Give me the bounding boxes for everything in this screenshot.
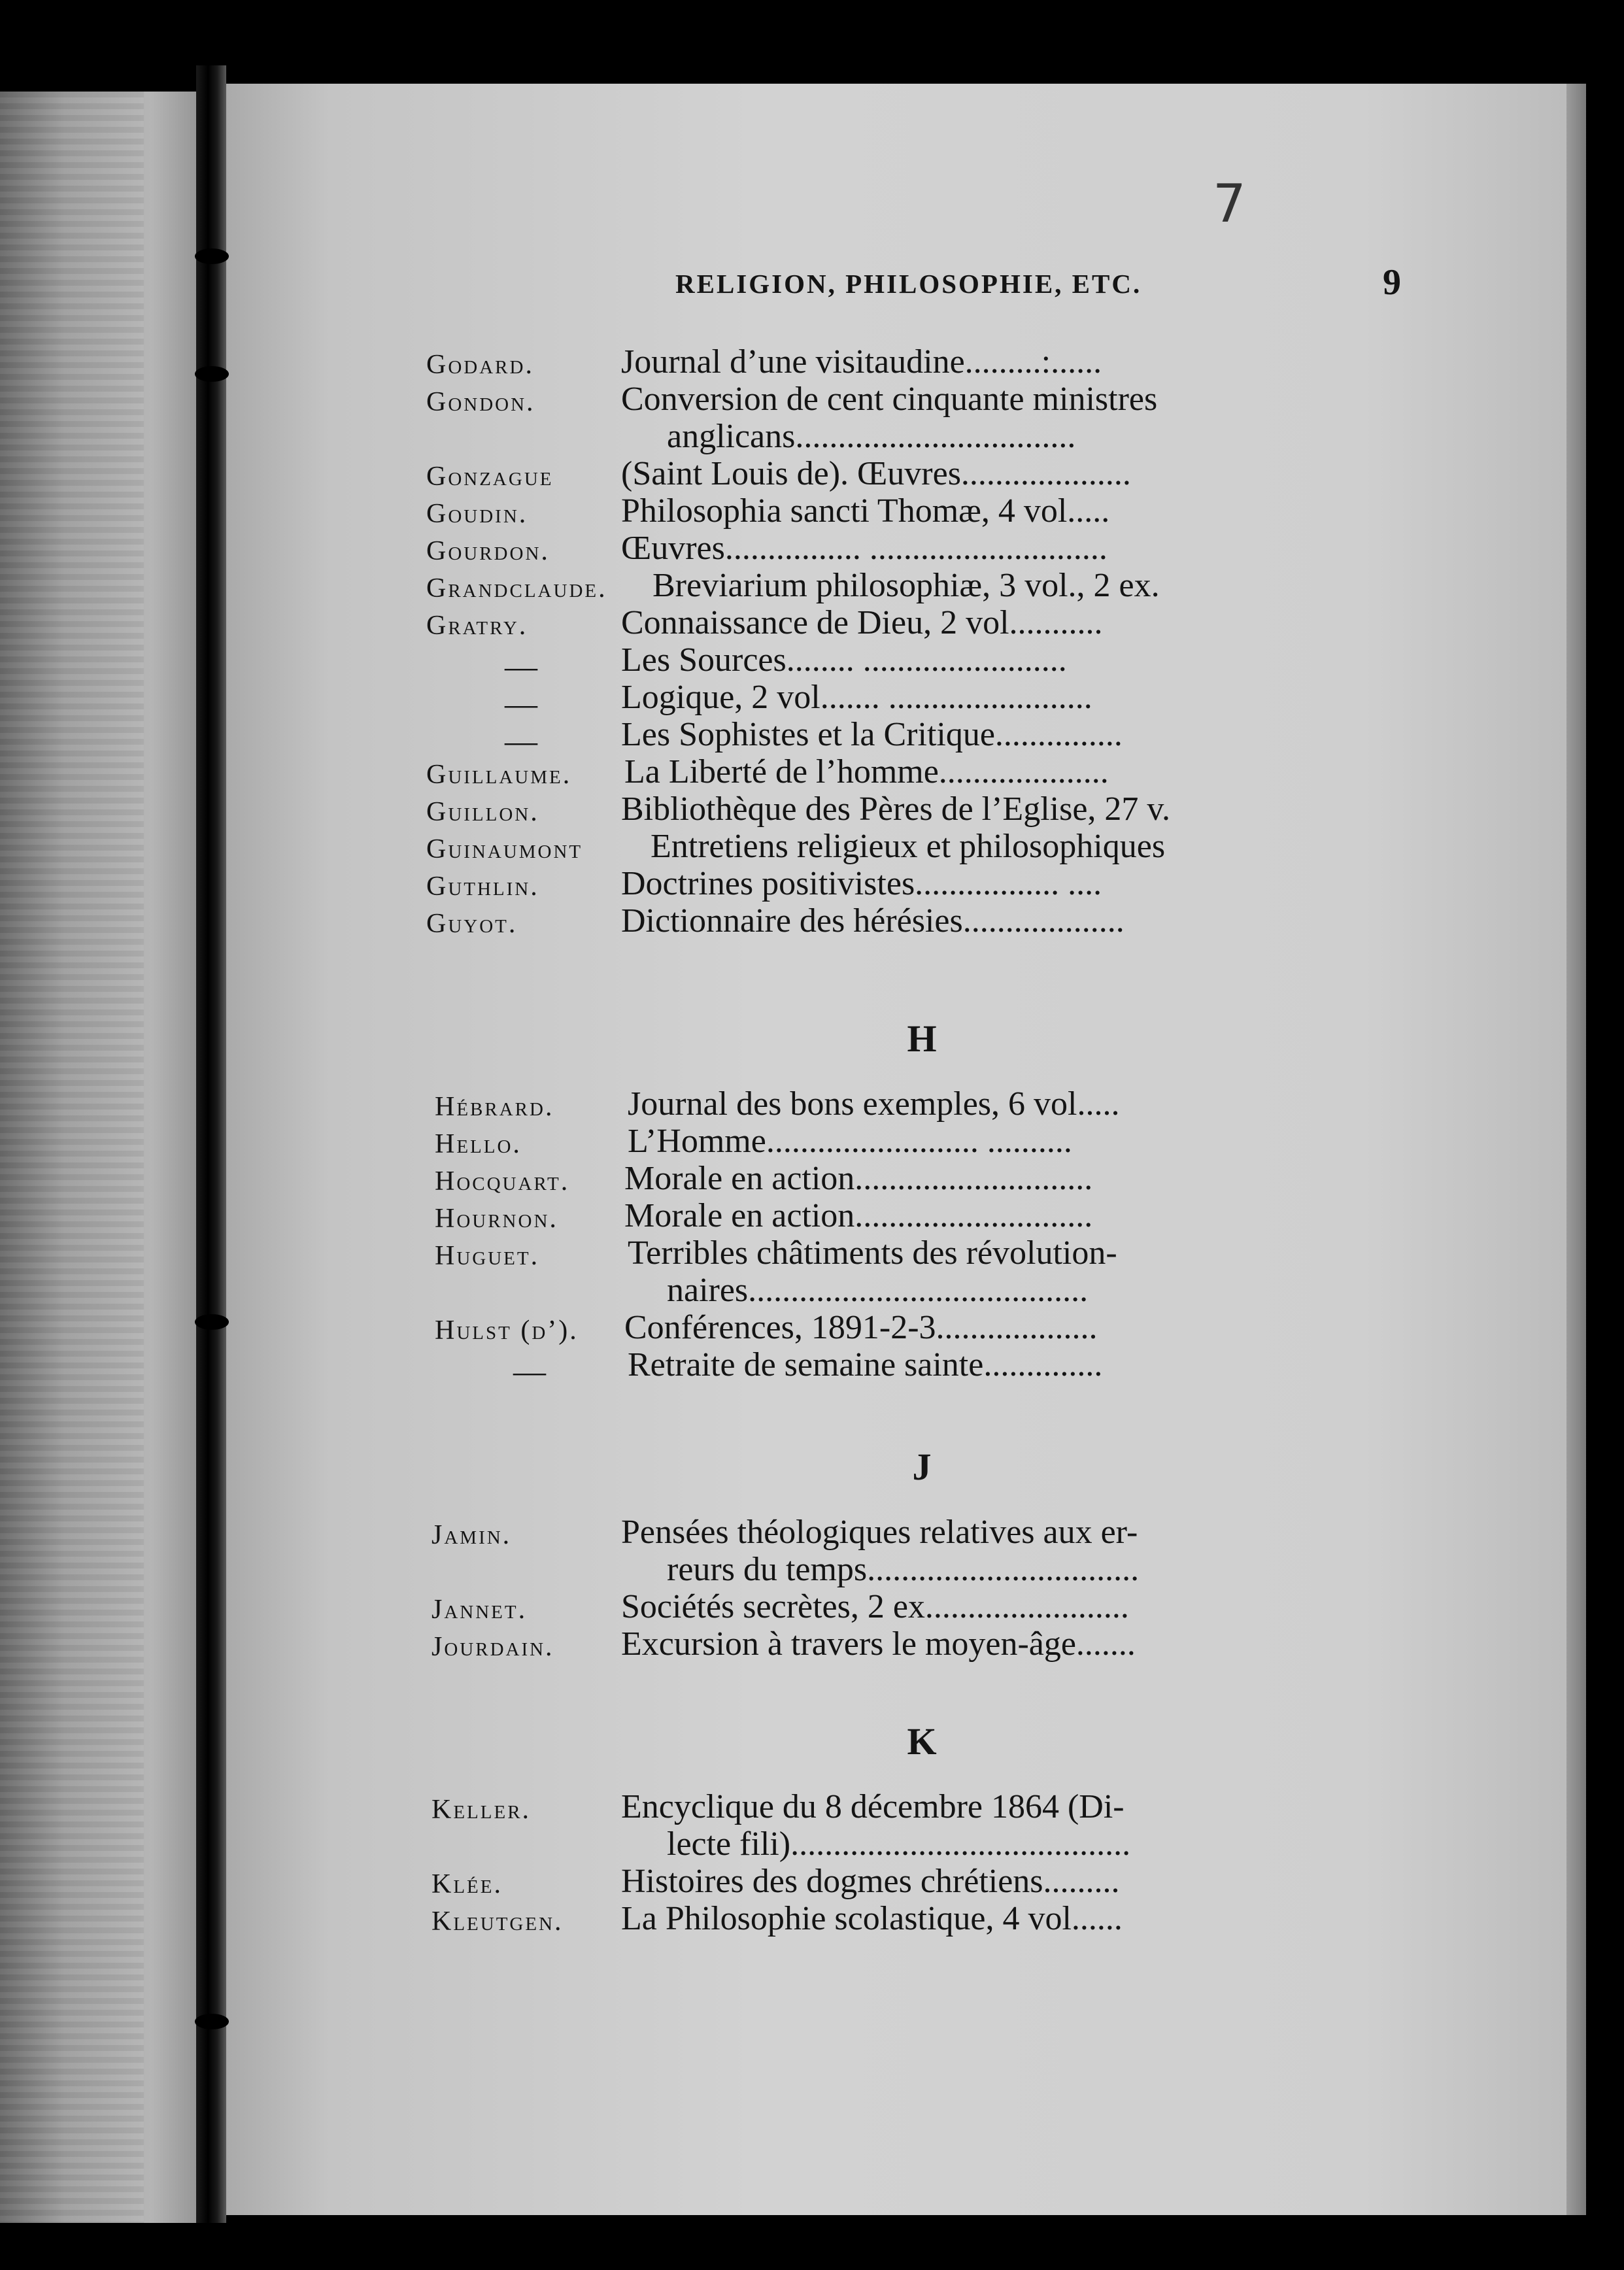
entry-author: Hocquart. — [435, 1166, 570, 1196]
entry-title: Les Sophistes et la Critique............... — [621, 716, 1123, 753]
entry-author: Guthlin. — [426, 872, 539, 902]
stitch-mark — [195, 1314, 229, 1330]
entry-title: Doctrines positivistes................. .... — [621, 865, 1102, 902]
entry-author: Jamin. — [431, 1520, 512, 1550]
entry-title: Conversion de cent cinquante ministres — [621, 381, 1158, 418]
entry-title: Philosophia sancti Thomæ, 4 vol..... — [621, 492, 1110, 530]
entry-author: Goudin. — [426, 499, 528, 529]
entry-title: Morale en action............................ — [624, 1160, 1093, 1197]
entry-author: Hulst (d’). — [435, 1315, 579, 1346]
entry-title: (Saint Louis de). Œuvres.................... — [621, 455, 1131, 492]
entry-author: Gourdon. — [426, 536, 550, 566]
entry-author: — — [513, 1353, 548, 1389]
entry-author: Godard. — [426, 350, 534, 380]
entry-title: Sociétés secrètes, 2 ex........................ — [621, 1588, 1129, 1625]
entry-author: Guillaume. — [426, 760, 572, 790]
entry-title: Terribles châtiments des révolution- — [628, 1234, 1117, 1272]
section-letter-h: H — [907, 1017, 937, 1060]
entry-title: Excursion à travers le moyen-âge....... — [621, 1625, 1136, 1663]
entry-author: Gonzague — [426, 462, 554, 492]
entry-author: — — [505, 648, 539, 685]
entry-title: La Liberté de l’homme.................... — [624, 753, 1109, 790]
entry-title: Histoires des dogmes chrétiens......... — [621, 1863, 1120, 1900]
section-letter-k: K — [907, 1720, 937, 1763]
entry-title: naires........................................ — [667, 1272, 1089, 1309]
entry-author: Keller. — [431, 1795, 532, 1825]
entry-title: anglicans................................. — [667, 418, 1076, 455]
entry-title: Œuvres................ ............................ — [621, 530, 1108, 567]
entry-title: Conférences, 1891-2-3................... — [624, 1309, 1098, 1346]
entry-title: Bibliothèque des Pères de l’Eglise, 27 v. — [621, 790, 1171, 828]
entry-author: Jannet. — [431, 1595, 528, 1625]
section-letter-j: J — [912, 1446, 932, 1488]
entry-title: Retraite de semaine sainte.............. — [628, 1346, 1103, 1383]
entry-title: La Philosophie scolastique, 4 vol...... — [621, 1900, 1123, 1937]
entry-author: Hello. — [435, 1129, 522, 1159]
entry-title: L’Homme......................... .......... — [628, 1123, 1072, 1160]
entry-author: Jourdain. — [431, 1632, 554, 1662]
entry-title: Encyclique du 8 décembre 1864 (Di- — [621, 1788, 1125, 1825]
entry-author: Huguet. — [435, 1241, 540, 1271]
entry-title: Pensées théologiques relatives aux er- — [621, 1514, 1138, 1551]
entry-author: Kleutgen. — [431, 1906, 564, 1937]
entry-author: Hournon. — [435, 1204, 558, 1234]
binding-cloth-texture — [0, 92, 144, 2223]
stitch-mark — [195, 248, 229, 264]
page-number: 9 — [1383, 262, 1401, 303]
entry-author: Hébrard. — [435, 1092, 554, 1122]
entry-author: Guillon. — [426, 797, 539, 827]
spine-gutter — [196, 65, 226, 2223]
entry-author: — — [505, 722, 539, 759]
entry-author: Grandclaude. — [426, 573, 607, 603]
entry-title: Breviarium philosophiæ, 3 vol., 2 ex. — [652, 567, 1160, 604]
entry-title: Logique, 2 vol....... ........................ — [621, 679, 1092, 716]
entry-title: lecte fili)........................................ — [667, 1825, 1131, 1863]
pencil-mark: 7 — [1213, 173, 1246, 234]
entry-title: Entretiens religieux et philosophiques — [651, 828, 1166, 865]
entry-title: Dictionnaire des hérésies................... — [621, 902, 1125, 940]
entry-author: — — [505, 685, 539, 722]
entry-author: Guyot. — [426, 909, 518, 939]
entry-author: Gondon. — [426, 387, 535, 417]
stitch-mark — [195, 2014, 229, 2029]
running-head: RELIGION, PHILOSOPHIE, ETC. — [675, 269, 1142, 299]
entry-title: reurs du temps................................ — [667, 1551, 1140, 1588]
entry-author: Klée. — [431, 1869, 503, 1899]
entry-title: Connaissance de Dieu, 2 vol........... — [621, 604, 1103, 641]
stitch-mark — [195, 366, 229, 382]
entry-title: Morale en action............................ — [624, 1197, 1093, 1234]
entry-title: Journal d’une visitaudine.........:...... — [621, 343, 1102, 381]
entry-author: Gratry. — [426, 611, 528, 641]
entry-title: Les Sources........ ........................ — [621, 641, 1067, 679]
entry-title: Journal des bons exemples, 6 vol..... — [628, 1085, 1120, 1123]
entry-author: Guinaumont — [426, 834, 583, 864]
page-edge-shadow — [1566, 84, 1586, 2215]
